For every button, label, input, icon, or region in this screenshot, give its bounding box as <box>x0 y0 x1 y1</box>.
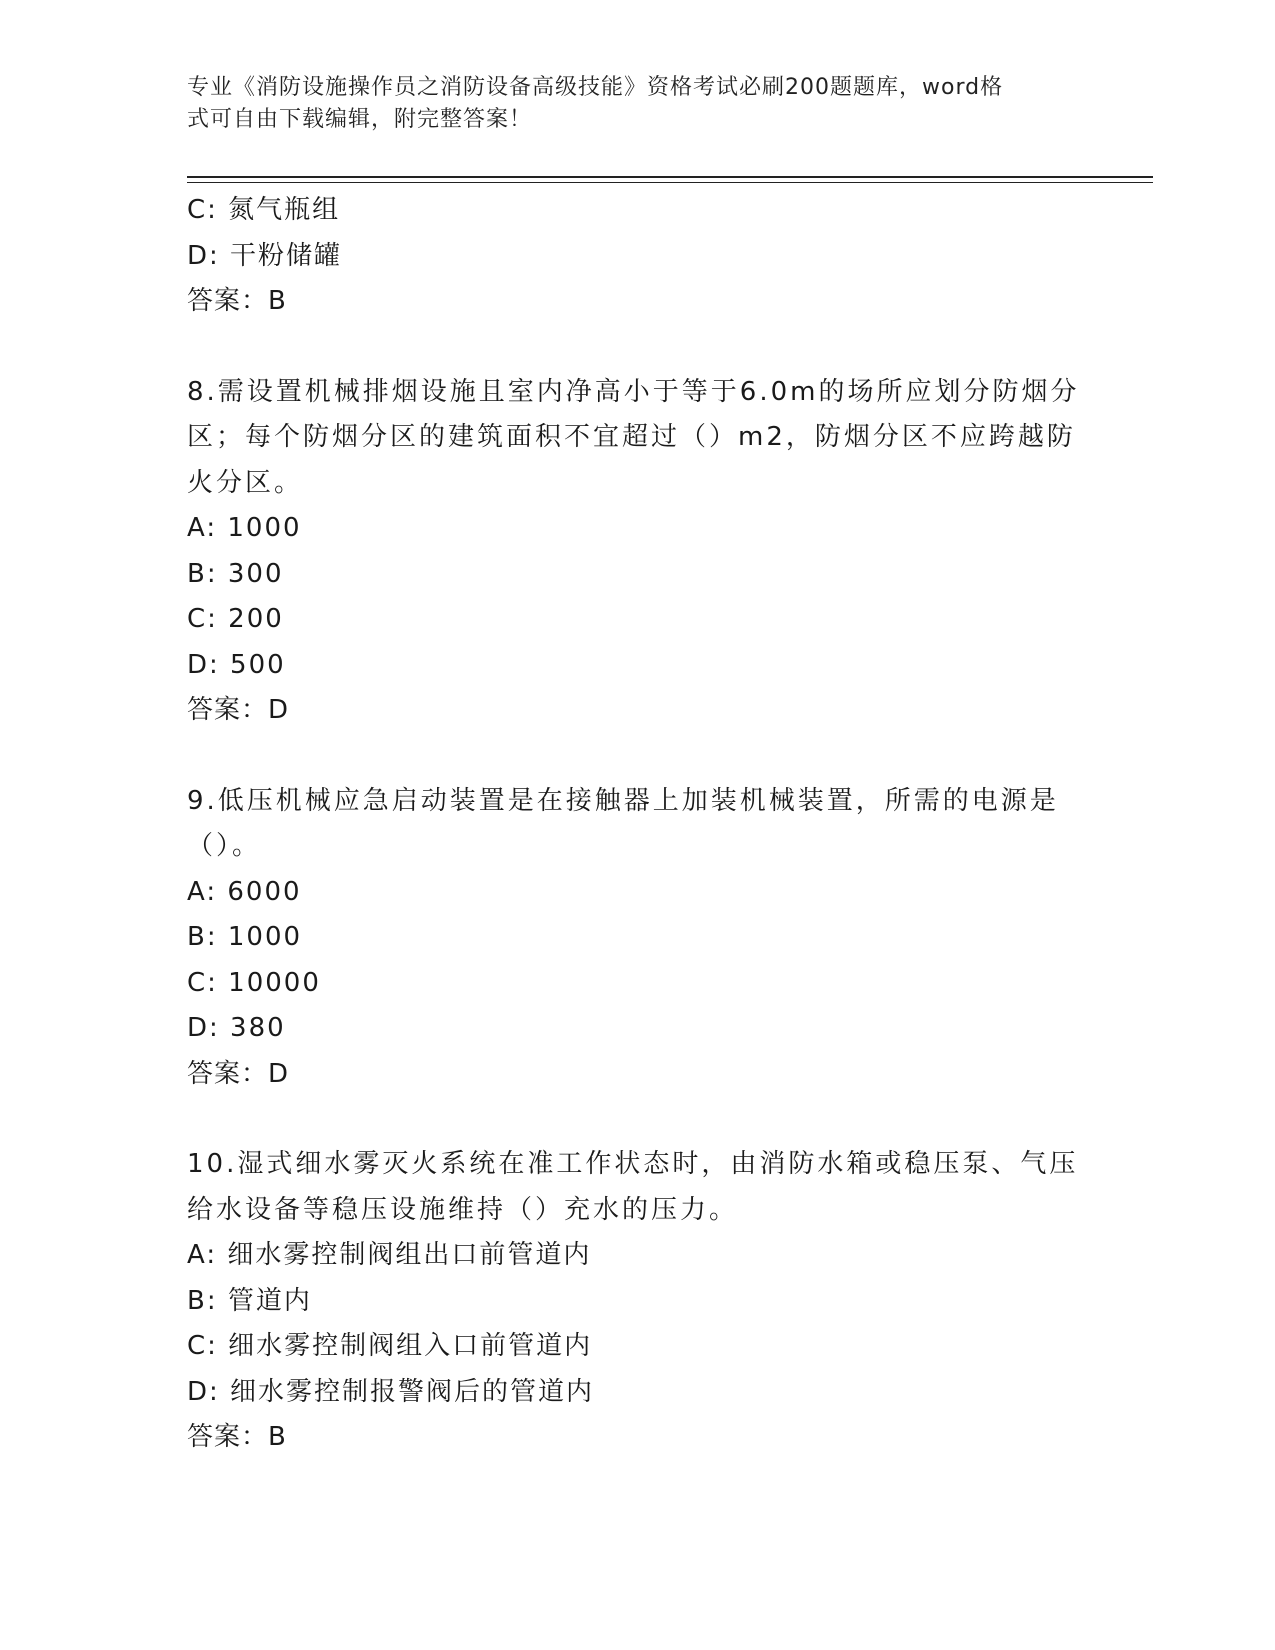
option-c: C: 氮气瓶组 <box>187 195 341 225</box>
question-list <box>187 188 1087 1461</box>
header-divider-thin <box>187 182 1153 183</box>
question-9 <box>187 779 1087 1098</box>
question-line: 火分区。 <box>187 467 304 498</box>
option-c: C: 200 <box>187 604 284 634</box>
question-line: 区；每个防烟分区的建筑面积不宜超过（）m2，防烟分区不应跨越防 <box>187 422 1076 452</box>
question-line: 8.需设置机械排烟设施且室内净高小于等于6.0m的场所应划分防烟分 <box>187 376 1080 407</box>
option-d: D: 干粉储罐 <box>187 240 343 271</box>
header-divider-thick <box>187 176 1153 178</box>
question-line: 9.低压机械应急启动装置是在接触器上加装机械装置，所需的电源是 <box>187 785 1059 816</box>
option-d: D: 细水雾控制报警阀后的管道内 <box>187 1376 595 1407</box>
question-line: （）。 <box>187 831 262 861</box>
option-b: B: 管道内 <box>187 1285 312 1316</box>
option-a: A: 1000 <box>187 513 302 543</box>
header-line-2: 式可自由下载编辑，附完整答案！ <box>187 107 533 132</box>
header-line-1: 专业《消防设施操作员之消防设备高级技能》资格考试必刷200题题库，word格 <box>187 75 1004 100</box>
option-b: B: 1000 <box>187 922 303 952</box>
answer-line: 答案：D <box>187 695 290 725</box>
answer-line: 答案：D <box>187 1058 290 1089</box>
option-c: C: 10000 <box>187 967 321 998</box>
answer-line: 答案：B <box>187 286 287 316</box>
question-text <box>187 1142 1077 1233</box>
question-7-tail <box>187 188 1087 325</box>
document-header <box>187 72 1067 136</box>
question-line: 10.湿式细水雾灭火系统在准工作状态时，由消防水箱或稳压泵、气压 <box>187 1149 1079 1179</box>
question-text <box>187 370 1080 507</box>
question-8 <box>187 370 1087 734</box>
option-a: A: 细水雾控制阀组出口前管道内 <box>187 1240 592 1270</box>
answer-line: 答案：B <box>187 1422 287 1452</box>
option-d: D: 500 <box>187 649 286 680</box>
question-10 <box>187 1142 1087 1461</box>
question-text <box>187 779 1077 870</box>
option-c: C: 细水雾控制阀组入口前管道内 <box>187 1331 593 1361</box>
option-d: D: 380 <box>187 1013 286 1043</box>
option-a: A: 6000 <box>187 876 302 907</box>
option-b: B: 300 <box>187 558 284 589</box>
question-line: 给水设备等稳压设施维持（）充水的压力。 <box>187 1194 739 1225</box>
